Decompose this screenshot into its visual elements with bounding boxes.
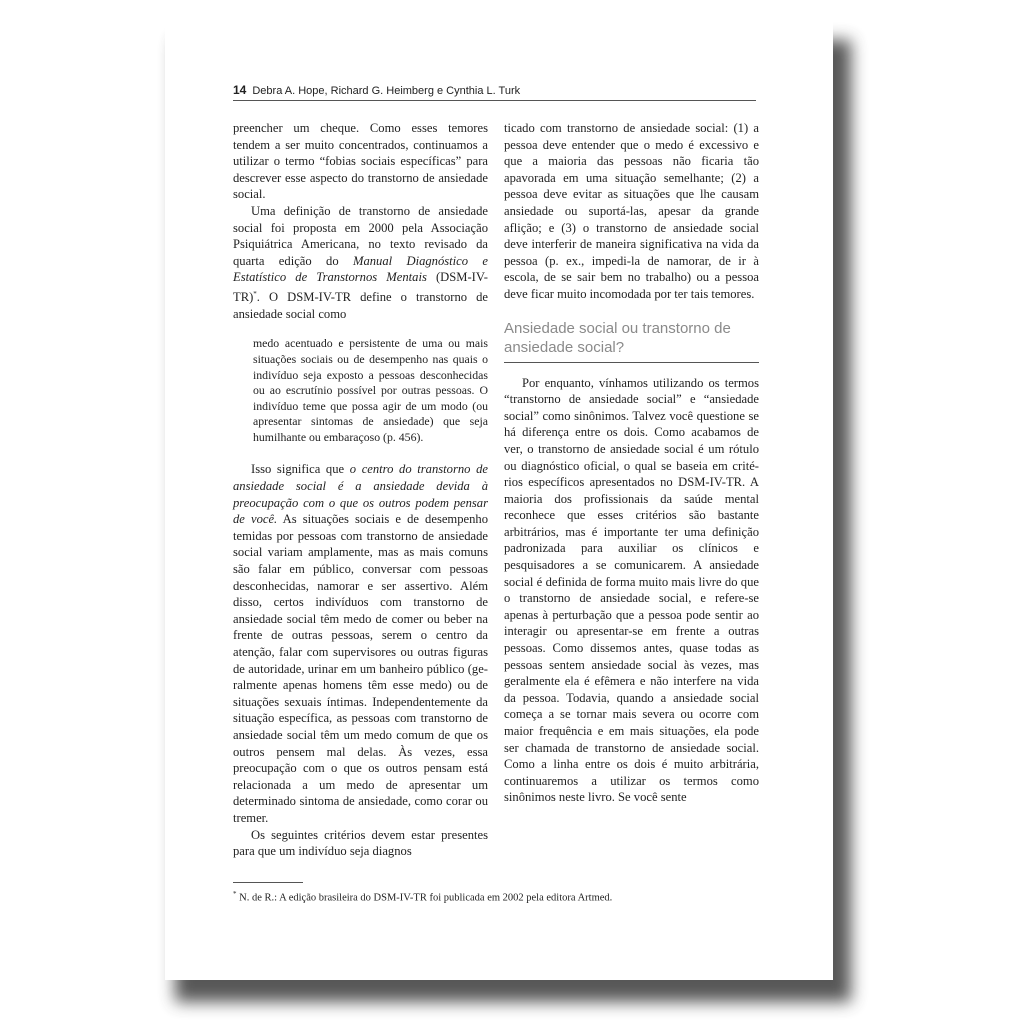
footnote-ref: * — [253, 289, 257, 298]
right-column — [504, 120, 759, 806]
running-head — [233, 82, 756, 101]
left-paragraph-3 — [233, 461, 488, 826]
left-paragraph-4: Os seguintes critérios devem estar presentes para que um indivíduo seja diagnos — [233, 827, 488, 859]
book-page — [165, 22, 833, 980]
right-paragraph-1: ticado com transtorno de ansiedade social: (1) a pessoa deve entender que o medo é excessivo e que a maioria das pessoas não ficaria tão apavorada em uma situação semelhante; (2) a pessoa deve evitar as situações que lhe causam ansiedade ou suportá-las, apesar da grande aflição; e (3) o transtorno de ansiedade social deve interferir de maneira significativa na vida da pessoa (p. ex., impedi-la de namorar, de ir à escola, de se sair bem no trabalho) ou a pessoa deve ficar muito incomodada por ter tais temores. — [504, 121, 759, 301]
p3-italic-emphasis: o centro do transtorno de ansiedade social é a ansiedade devida à preocupação com o que os outros podem pensar de você. — [233, 462, 488, 527]
page-number: 14 — [233, 83, 247, 97]
p2-text-b: (DSM-IV-TR) — [233, 270, 488, 305]
dsm-quote — [253, 336, 488, 445]
left-column — [233, 120, 488, 860]
footnote-text: N. de R.: A edição brasileira do DSM-IV-TR foi publicada em 2002 pela editora Artmed. — [236, 892, 613, 904]
p3-text-b: As situações sociais e de desempenho temidas por pessoas com transtorno de ansiedade social variam amplamente, mas as mais comuns são falar em público, conversar com pessoas desconhecidas, namorar e ser assertivo. Além disso, certos indivíduos com transtorno de ansiedade social têm medo de comer ou beber na frente de outras pessoas, serem o centro da atenção, falar com supervisores ou outras figuras de autoridade, urinar em um banheiro público (geralmente apenas homens têm esse medo) ou de situações sexuais íntimas. Independentemente da situação específica, as pessoas com transtorno de ansiedade social têm um medo comum de que os outros pensem mal delas. Às vezes, essa preocupação com o que os outros pensam está relacionada a um medo de apresentar um determinado sintoma de ansiedade, como corar ou tremer. — [233, 512, 489, 825]
right-paragraph-2: Por enquanto, vínhamos utilizando os termos “transtorno de ansiedade social” e “ansiedade social” como sinônimos. Talvez você questione se há diferença entre os dois. Como acabamos de ver, o transtorno de ansiedade social é um rótulo ou diagnóstico oficial, o qual se baseia em critérios específicos apresentados no DSM-IV-TR. A maioria dos profissionais da saúde mental reconhece que esses critérios são bastante arbitrários, mas é importante ter uma definição padronizada para auxiliar os clínicos e pesquisadores a se comunicarem. A ansiedade social é definida de forma muito mais livre do que o transtorno de ansiedade social, e refere-se apenas à perturbação que a pessoa pode sentir ao interagir ou apresentar-se em frente a outras pessoas. Como dissemos antes, quase todas as pessoas sentem ansiedade social às vezes, mas geralmente ela é efêmera e não interfere na vida da pessoa. Todavia, quando a ansiedade social começa a se tornar mais severa ou ocorre com maior frequência e em mais situações, ela pode ser chamada de transtorno de ansiedade social. Como a linha entre os dois é muito arbitrária, continuaremos a utilizar os termos como sinônimos neste livro. Se você sente — [504, 375, 759, 805]
p2-text-a: Uma definição de transtorno de ansiedade social foi proposta em 2000 pela Associação Psiquiátrica Americana, no texto revisado da quarta edição do — [233, 203, 488, 268]
footnote — [233, 888, 756, 905]
dsm-quote-text: medo acentuado e persistente de uma ou mais situações sociais ou de desempenho nas quais o indivíduo seja exposto a pessoas desconhecidas ou ao escrutínio possível por outras pessoas. O indivíduo teme que possa agir de um modo (ou apresentar sintomas de ansiedade) que seja humilhante ou embaraçoso (p. 456). — [253, 336, 488, 444]
left-paragraph-2 — [233, 203, 488, 322]
manual-title: Manual Diagnóstico e Estatístico de Transtornos Mentais — [233, 253, 488, 285]
left-paragraph-1: preencher um cheque. Como esses temores tendem a ser muito concentrados, continuamos a utilizar o termo “fobias sociais específicas” para descrever esse aspecto do transtorno de ansiedade social. — [233, 121, 488, 202]
p3-text-a: Isso significa que — [251, 462, 350, 477]
running-head-authors: Debra A. Hope, Richard G. Heimberg e Cynthia L. Turk — [252, 85, 521, 97]
p2-text-c: . O DSM-IV-TR define o transtorno de ansiedade social como — [233, 290, 488, 321]
footnote-marker: * — [233, 890, 237, 898]
section-heading: Ansiedade social ou transtorno de ansiedade social? — [504, 319, 759, 363]
footnote-divider — [233, 882, 303, 883]
